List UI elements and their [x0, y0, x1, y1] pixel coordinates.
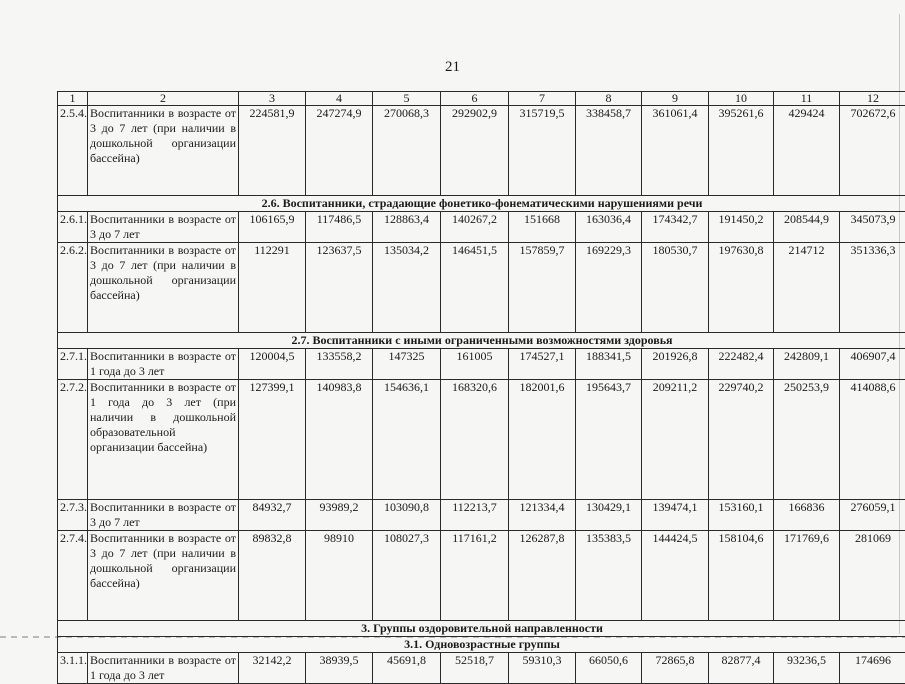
value-cell: 361061,4	[642, 106, 709, 196]
row-description: Воспитанники в возрасте от 1 года до 3 лет	[88, 653, 239, 684]
value-cell: 414088,6	[840, 380, 905, 500]
page-number: 21	[0, 59, 905, 76]
value-cell: 123637,5	[306, 243, 373, 333]
value-cell: 158104,6	[709, 531, 774, 621]
value-cell: 130429,1	[576, 500, 642, 531]
value-cell: 140267,2	[441, 212, 509, 243]
value-cell: 180530,7	[642, 243, 709, 333]
value-cell: 429424	[774, 106, 840, 196]
row-code: 2.7.4.	[58, 531, 88, 621]
value-cell: 135034,2	[373, 243, 441, 333]
value-cell: 66050,6	[576, 653, 642, 684]
row-code: 2.6.1.	[58, 212, 88, 243]
value-cell: 197630,8	[709, 243, 774, 333]
value-cell: 151668	[509, 212, 576, 243]
value-cell: 153160,1	[709, 500, 774, 531]
section-header-row	[58, 333, 905, 349]
value-cell: 292902,9	[441, 106, 509, 196]
row-description: Воспитанники в возрасте от 1 года до 3 лет (при наличии в дошкольной образовательной организации бассейна)	[88, 380, 239, 500]
row-code: 2.5.4.	[58, 106, 88, 196]
value-cell: 281069	[840, 531, 905, 621]
column-number: 1	[58, 92, 88, 106]
table-row	[58, 531, 905, 621]
value-cell: 222482,4	[709, 349, 774, 380]
column-number: 2	[88, 92, 239, 106]
value-cell: 127399,1	[239, 380, 306, 500]
table-row	[58, 500, 905, 531]
value-cell: 163036,4	[576, 212, 642, 243]
value-cell: 702672,6	[840, 106, 905, 196]
value-cell: 112213,7	[441, 500, 509, 531]
value-cell: 188341,5	[576, 349, 642, 380]
row-description: Воспитанники в возрасте от 3 до 7 лет (при наличии в дошкольной организации бассейна)	[88, 531, 239, 621]
value-cell: 120004,5	[239, 349, 306, 380]
value-cell: 214712	[774, 243, 840, 333]
column-number: 4	[306, 92, 373, 106]
value-cell: 82877,4	[709, 653, 774, 684]
value-cell: 338458,7	[576, 106, 642, 196]
value-cell: 93236,5	[774, 653, 840, 684]
table-row	[58, 653, 905, 684]
section-header-row	[58, 637, 905, 653]
value-cell: 135383,5	[576, 531, 642, 621]
value-cell: 140983,8	[306, 380, 373, 500]
section-title: 2.6. Воспитанники, страдающие фонетико-фонематическими нарушениями речи	[58, 196, 905, 212]
table-row	[58, 349, 905, 380]
value-cell: 157859,7	[509, 243, 576, 333]
column-number: 11	[774, 92, 840, 106]
value-cell: 112291	[239, 243, 306, 333]
table-row	[58, 212, 905, 243]
value-cell: 106165,9	[239, 212, 306, 243]
value-cell: 103090,8	[373, 500, 441, 531]
value-cell: 276059,1	[840, 500, 905, 531]
value-cell: 117161,2	[441, 531, 509, 621]
value-cell: 224581,9	[239, 106, 306, 196]
row-code: 2.7.3.	[58, 500, 88, 531]
value-cell: 171769,6	[774, 531, 840, 621]
value-cell: 168320,6	[441, 380, 509, 500]
table-row	[58, 106, 905, 196]
column-number: 10	[709, 92, 774, 106]
section-title: 3. Группы оздоровительной направленности	[58, 621, 905, 637]
value-cell: 351336,3	[840, 243, 905, 333]
value-cell: 229740,2	[709, 380, 774, 500]
value-cell: 32142,2	[239, 653, 306, 684]
value-cell: 166836	[774, 500, 840, 531]
row-description: Воспитанники в возрасте от 3 до 7 лет (при наличии в дошкольной организации бассейна)	[88, 106, 239, 196]
value-cell: 191450,2	[709, 212, 774, 243]
value-cell: 121334,4	[509, 500, 576, 531]
table-row	[58, 243, 905, 333]
table-row	[58, 380, 905, 500]
row-description: Воспитанники в возрасте от 3 до 7 лет	[88, 500, 239, 531]
value-cell: 147325	[373, 349, 441, 380]
section-header-row	[58, 621, 905, 637]
value-cell: 161005	[441, 349, 509, 380]
section-title: 2.7. Воспитанники с иными ограниченными возможностями здоровья	[58, 333, 905, 349]
column-number: 3	[239, 92, 306, 106]
column-number: 8	[576, 92, 642, 106]
value-cell: 270068,3	[373, 106, 441, 196]
value-cell: 144424,5	[642, 531, 709, 621]
value-cell: 98910	[306, 531, 373, 621]
value-cell: 72865,8	[642, 653, 709, 684]
row-description: Воспитанники в возрасте от 1 года до 3 лет	[88, 349, 239, 380]
column-number: 7	[509, 92, 576, 106]
row-code: 2.7.1.	[58, 349, 88, 380]
column-number: 6	[441, 92, 509, 106]
value-cell: 84932,7	[239, 500, 306, 531]
row-description: Воспитанники в возрасте от 3 до 7 лет	[88, 212, 239, 243]
value-cell: 128863,4	[373, 212, 441, 243]
value-cell: 395261,6	[709, 106, 774, 196]
row-code: 3.1.1.	[58, 653, 88, 684]
value-cell: 133558,2	[306, 349, 373, 380]
column-number: 9	[642, 92, 709, 106]
value-cell: 139474,1	[642, 500, 709, 531]
value-cell: 406907,4	[840, 349, 905, 380]
value-cell: 201926,8	[642, 349, 709, 380]
value-cell: 247274,9	[306, 106, 373, 196]
column-number: 5	[373, 92, 441, 106]
section-title: 3.1. Одновозрастные группы	[58, 637, 905, 653]
column-number-row	[58, 92, 905, 106]
row-description: Воспитанники в возрасте от 3 до 7 лет (при наличии в дошкольной организации бассейна)	[88, 243, 239, 333]
value-cell: 126287,8	[509, 531, 576, 621]
column-number: 12	[840, 92, 905, 106]
tariff-table	[57, 91, 905, 684]
value-cell: 154636,1	[373, 380, 441, 500]
section-header-row	[58, 196, 905, 212]
value-cell: 242809,1	[774, 349, 840, 380]
value-cell: 174527,1	[509, 349, 576, 380]
value-cell: 174696	[840, 653, 905, 684]
value-cell: 38939,5	[306, 653, 373, 684]
value-cell: 169229,3	[576, 243, 642, 333]
value-cell: 89832,8	[239, 531, 306, 621]
value-cell: 209211,2	[642, 380, 709, 500]
value-cell: 108027,3	[373, 531, 441, 621]
value-cell: 45691,8	[373, 653, 441, 684]
value-cell: 208544,9	[774, 212, 840, 243]
row-code: 2.7.2.	[58, 380, 88, 500]
value-cell: 52518,7	[441, 653, 509, 684]
value-cell: 117486,5	[306, 212, 373, 243]
value-cell: 250253,9	[774, 380, 840, 500]
value-cell: 182001,6	[509, 380, 576, 500]
value-cell: 195643,7	[576, 380, 642, 500]
value-cell: 315719,5	[509, 106, 576, 196]
row-code: 2.6.2.	[58, 243, 88, 333]
value-cell: 146451,5	[441, 243, 509, 333]
value-cell: 345073,9	[840, 212, 905, 243]
value-cell: 93989,2	[306, 500, 373, 531]
table-body	[58, 92, 905, 684]
value-cell: 59310,3	[509, 653, 576, 684]
value-cell: 174342,7	[642, 212, 709, 243]
